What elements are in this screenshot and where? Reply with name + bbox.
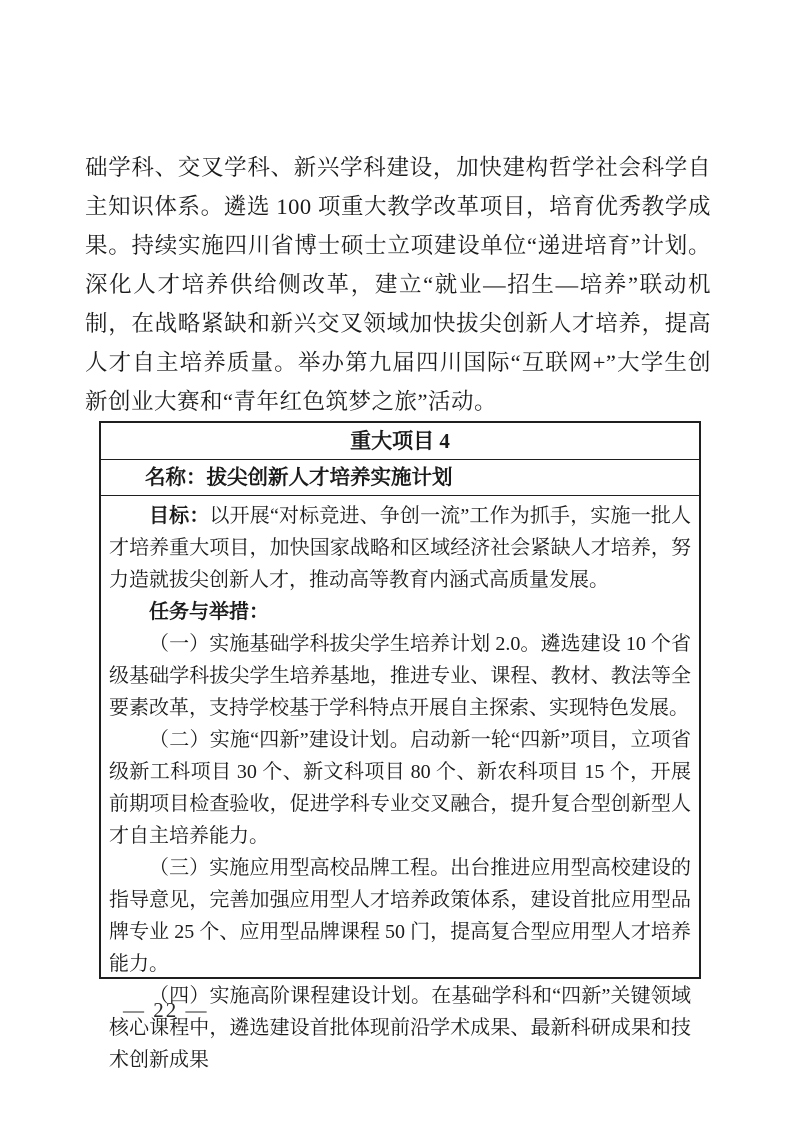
goal-paragraph: [109, 500, 691, 596]
project-table-title: 重大项目 4: [350, 429, 450, 453]
task-item-2: （二）实施“四新”建设计划。启动新一轮“四新”项目，立项省级新工科项目 30 个、新文科项目 80 个、新农科项目 15 个，开展前期项目检查验收，促进学科专业交叉融合，提升复合型创新型人才自主培养能力。: [109, 729, 691, 847]
task-item-3: （三）实施应用型高校品牌工程。出台推进应用型高校建设的指导意见，完善加强应用型人才培养政策体系，建设首批应用型品牌专业 25 个、应用型品牌课程 50 门，提高复合型应用型人才培养能力。: [109, 857, 691, 975]
task-item-1: （一）实施基础学科拔尖学生培养计划 2.0。遴选建设 10 个省级基础学科拔尖学生培养基地，推进专业、课程、教材、教法等全要素改革，支持学校基于学科特点开展自主探索、实现特色发展。: [109, 633, 691, 719]
tasks-heading: 任务与举措：: [149, 601, 269, 623]
goal-label: 目标：: [149, 505, 210, 527]
body-paragraph: 础学科、交叉学科、新兴学科建设，加快建构哲学社会科学自主知识体系。遴选 100 项重大教学改革项目，培育优秀教学成果。持续实施四川省博士硕士立项建设单位“递进培育”计划。深化人才培养供给侧改革，建立“就业—招生—培养”联动机制，在战略紧缺和新兴交叉领域加快拔尖创新人才培养，提高人才自主培养质量。举办第九届四川国际“互联网+”大学生创新创业大赛和“青年红色筑梦之旅”活动。: [85, 155, 711, 414]
page-number: — 22 —: [123, 998, 209, 1022]
task-item-4: （四）实施高阶课程建设计划。在基础学科和“四新”关键领域核心课程中，遴选建设首批体现前沿学术成果、最新科研成果和技术创新成果: [109, 985, 691, 1071]
project-name-label: 名称：: [145, 467, 207, 489]
project-name-value: 拔尖创新人才培养实施计划: [206, 467, 453, 489]
goal-text: 以开展“对标竞进、争创一流”工作为抓手，实施一批人才培养重大项目，加快国家战略和区域经济社会紧缺人才培养，努力造就拔尖创新人才，推动高等教育内涵式高质量发展。: [109, 505, 692, 591]
project-name-row: [101, 459, 699, 495]
